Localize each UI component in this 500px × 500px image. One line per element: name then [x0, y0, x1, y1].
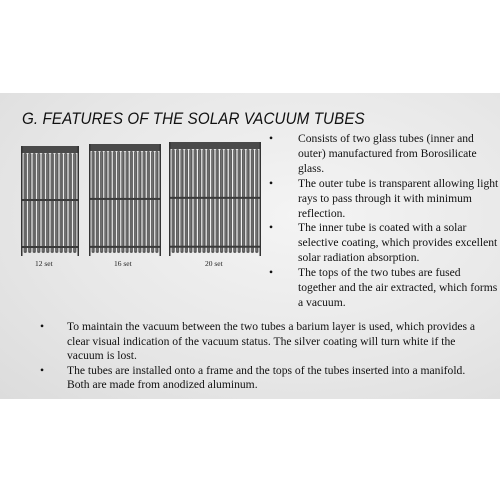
- frame-post: [78, 146, 80, 256]
- tube-highlight: [25, 154, 26, 251]
- panel-caption-12-set: 12 set: [35, 259, 53, 268]
- manifold: [89, 144, 161, 151]
- tube-highlight: [56, 154, 57, 251]
- tube-highlight: [234, 150, 235, 251]
- frame-rail: [169, 246, 261, 248]
- frame-rail: [89, 198, 161, 200]
- tube-highlight: [139, 152, 140, 251]
- tube-highlight: [38, 154, 39, 251]
- tube-highlight: [47, 154, 48, 251]
- tube-highlight: [65, 154, 66, 251]
- tube-highlight: [52, 154, 53, 251]
- tube-highlight: [208, 150, 209, 251]
- tube-highlight: [173, 150, 174, 251]
- list-item: • The outer tube is transparent allowing light rays to pass through it with minimum reflection.: [268, 177, 500, 222]
- tube-highlight: [148, 152, 149, 251]
- feature-list-bottom: [40, 320, 485, 393]
- tube-highlight: [135, 152, 136, 251]
- tube-highlight: [74, 154, 75, 251]
- tube-highlight: [70, 154, 71, 251]
- tube-highlight: [127, 152, 128, 251]
- list-item: • The tubes are installed onto a frame and the tops of the tubes inserted into a manifold. Both are made from anodized aluminum.: [40, 364, 485, 393]
- frame-post: [160, 144, 162, 256]
- tube-highlight: [144, 152, 145, 251]
- tube-highlight: [131, 152, 132, 251]
- frame-rail: [89, 246, 161, 248]
- tube-highlight: [221, 150, 222, 251]
- tube-highlight: [29, 154, 30, 251]
- tube-highlight: [186, 150, 187, 251]
- list-item: • Consists of two glass tubes (inner and outer) manufactured from Borosilicate glass.: [268, 132, 500, 177]
- tube-highlight: [97, 152, 98, 251]
- frame-post: [89, 144, 91, 256]
- tube-highlight: [118, 152, 119, 251]
- tube-highlight: [181, 150, 182, 251]
- tube-highlight: [203, 150, 204, 251]
- feature-list-right: [268, 132, 500, 311]
- panel-caption-16-set: 16 set: [114, 259, 132, 268]
- tube-highlight: [101, 152, 102, 251]
- tube-highlight: [195, 150, 196, 251]
- frame-post: [169, 142, 171, 256]
- panel-caption-20-set: 20 set: [205, 259, 223, 268]
- tube-highlight: [252, 150, 253, 251]
- tube-highlight: [199, 150, 200, 251]
- tube-highlight: [122, 152, 123, 251]
- tube-highlight: [256, 150, 257, 251]
- tube-highlight: [212, 150, 213, 251]
- collector-16-set-image: [89, 144, 161, 256]
- frame-rail: [169, 197, 261, 199]
- tube-highlight: [34, 154, 35, 251]
- slide-heading: G. FEATURES OF THE SOLAR VACUUM TUBES: [22, 110, 365, 128]
- tube-highlight: [230, 150, 231, 251]
- slide: [0, 93, 500, 399]
- tube-highlight: [43, 154, 44, 251]
- list-item: • The tops of the two tubes are fused together and the air extracted, which forms a vacuum.: [268, 266, 500, 311]
- tube-highlight: [110, 152, 111, 251]
- frame-post: [260, 142, 262, 256]
- tube-highlight: [239, 150, 240, 251]
- tube-highlight: [93, 152, 94, 251]
- tube-highlight: [114, 152, 115, 251]
- manifold: [21, 146, 79, 153]
- tube-highlight: [243, 150, 244, 251]
- tube-highlight: [177, 150, 178, 251]
- tube-highlight: [152, 152, 153, 251]
- tube-highlight: [247, 150, 248, 251]
- tube-highlight: [190, 150, 191, 251]
- list-item: • The inner tube is coated with a solar selective coating, which provides excellent solar radiation absorption.: [268, 221, 500, 266]
- tube-highlight: [105, 152, 106, 251]
- collector-20-set-image: [169, 142, 261, 256]
- collector-12-set-image: [21, 146, 79, 256]
- tube-highlight: [156, 152, 157, 251]
- list-item: • To maintain the vacuum between the two tubes a barium layer is used, which provides a clear visual indication of the vacuum status. The silver coating will turn white if the vacuum is lost.: [40, 320, 485, 364]
- tube-highlight: [225, 150, 226, 251]
- frame-post: [21, 146, 23, 256]
- tube-highlight: [61, 154, 62, 251]
- manifold: [169, 142, 261, 149]
- frame-rail: [21, 199, 79, 201]
- tube-highlight: [217, 150, 218, 251]
- frame-rail: [21, 246, 79, 248]
